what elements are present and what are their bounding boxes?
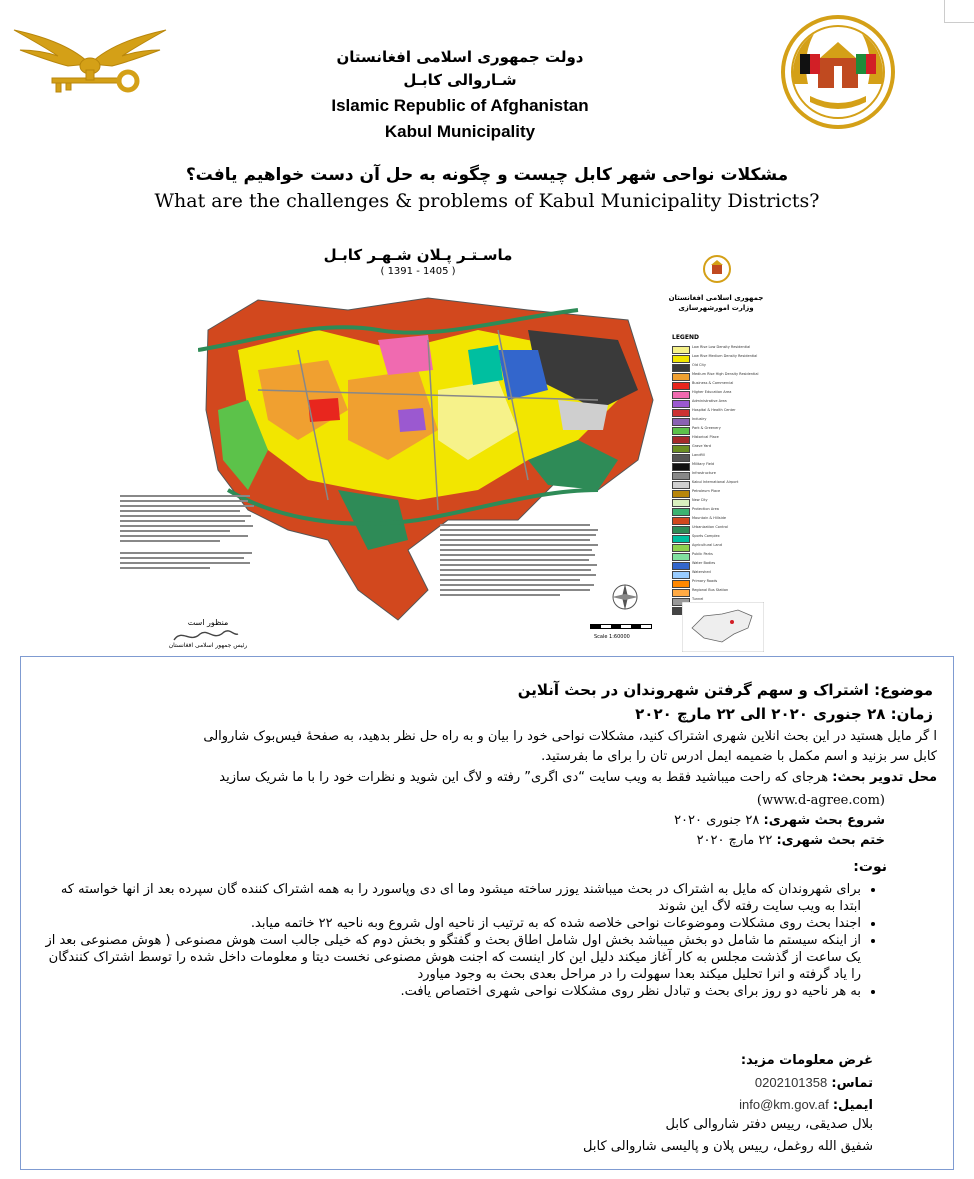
legend-label: Water Bodies <box>692 561 716 565</box>
subject-text: اشتراک و سهم گرفتن شهروندان در بحث آنلاین <box>517 681 869 699</box>
map-years: ( 1391 - 1405 ) <box>380 266 456 277</box>
legend-label: Medium Rise High Density Residential <box>692 372 759 376</box>
inset-country-map <box>682 602 764 652</box>
contact-value: 0202101358 <box>754 1075 828 1090</box>
legend-label: Kabul International Airport <box>692 480 739 484</box>
legend-label: Primary Roads <box>692 579 718 583</box>
venue-label: محل تدویر بحث: <box>832 770 937 785</box>
scale-label: Scale 1:60000 <box>594 634 630 640</box>
start-label: شروع بحث شهری: <box>763 813 885 828</box>
end-label: ختم بحث شهری: <box>776 833 885 848</box>
legend-item <box>672 589 766 595</box>
legend-swatch <box>672 436 690 444</box>
legend-label: New City <box>692 498 708 502</box>
legend-swatch <box>672 490 690 498</box>
header-line-municipality-en: Kabul Municipality <box>384 122 536 141</box>
legend-label: Urbanization Control <box>692 525 729 529</box>
legend-swatch <box>672 580 690 588</box>
legend-item <box>672 400 766 406</box>
legend-label: Watershed <box>692 570 711 574</box>
legend-label: Regional Bus Station <box>692 588 729 592</box>
announcement-box <box>20 656 954 1170</box>
legend-item <box>672 553 766 559</box>
legend-label: Hospital & Health Center <box>692 408 736 412</box>
legend-label: Petroleum Place <box>692 489 721 493</box>
legend-label: Administrative Area <box>692 399 727 403</box>
legend-item <box>672 454 766 460</box>
note-item: • از اینکه سیستم ما شامل دو بخش میباشد بخش اول شامل اطاق بحث و گفتگو و بخش دوم که خیلی جالب است هوش مصنوعی ( هوش مصنوعی بعد از یک ساعت از گذشت مجلس به کار آغاز میکند دلیل این کار اینست که اجنت هوش مصنوعی نخست دیتا و معلومات داخل شده را توسط اشتراک کنندگان را یاد گرفته و انرا تحلیل میکند بعدا سهولت را در مراحل بعدی بحث به وجود میاورد <box>41 932 861 983</box>
note-item: • برای شهروندان که مایل به اشتراک در بحث میباشند یوزر ساخته میشود وما ای دی وپاسورد را به همه اشتراک کننده گان سپرده بعد از انها خواسته که ابتدا به ویب سایت رفته لاگ این شوند <box>41 881 861 915</box>
approval-label: منظور است <box>187 618 229 627</box>
note-item: • به هر ناحیه دو روز برای بحث و تبادل نظر روی مشکلات نواحی شهری اختصاص یافت. <box>41 983 861 1000</box>
document-header <box>0 0 974 150</box>
contact-line <box>755 1075 873 1091</box>
legend-item <box>672 445 766 451</box>
legend-label: Sports Complex <box>692 534 720 538</box>
legend-label: Public Parks <box>692 552 713 556</box>
legend-swatch <box>672 346 690 354</box>
legend-item <box>672 409 766 415</box>
legend-item <box>672 481 766 487</box>
legend-label: Agricultural Land <box>692 543 722 547</box>
legend-label: Old City <box>692 363 706 367</box>
map-legend <box>666 250 766 640</box>
legend-label: Tunnel <box>692 597 704 601</box>
legend-label: Low Rise Medium Density Residential <box>692 354 758 358</box>
more-info-label: غرض معلومات مزید: <box>740 1053 873 1068</box>
legend-item <box>672 580 766 586</box>
notes-label: نوت: <box>853 859 887 875</box>
legend-item <box>672 463 766 469</box>
legend-swatch <box>672 463 690 471</box>
end-text: ۲۲ مارچ ۲۰۲۰ <box>696 833 773 848</box>
legend-swatch <box>672 571 690 579</box>
map-notes-right <box>440 524 600 599</box>
legend-swatch <box>672 499 690 507</box>
legend-label: Low Rise Low Density Residential <box>692 345 751 349</box>
map-notes-left <box>120 495 258 572</box>
legend-item <box>672 571 766 577</box>
legend-item <box>672 526 766 532</box>
legend-swatch <box>672 445 690 453</box>
legend-swatch <box>672 391 690 399</box>
question-title-en: What are the challenges & problems of Kabul Municipality Districts? <box>154 190 820 212</box>
master-plan-map <box>118 240 768 655</box>
legend-label: Higher Education Area <box>692 390 732 394</box>
legend-swatch <box>672 418 690 426</box>
contact-label: تماس: <box>831 1076 873 1091</box>
legend-item <box>672 382 766 388</box>
header-line-municipality-fa: شـاروالی کابـل <box>403 71 517 89</box>
legend-swatch <box>672 535 690 543</box>
time-text: ۲۸ جنوری ۲۰۲۰ الی ۲۲ مارچ ۲۰۲۰ <box>635 705 886 723</box>
email-line <box>739 1097 873 1113</box>
legend-item <box>672 346 766 352</box>
legend-item <box>672 544 766 550</box>
notes-list <box>41 881 887 1000</box>
venue-text: هرجای که راحت میباشید فقط به ویب سایت “دی اگری” رفته و لاگ این شوید و نظرات خود را با ما شریک سازید <box>219 770 829 785</box>
legend-title: LEGEND <box>672 334 699 341</box>
email-label: ایمیل: <box>832 1098 873 1113</box>
legend-swatch <box>672 481 690 489</box>
legend-item <box>672 418 766 424</box>
legend-list <box>672 346 766 626</box>
legend-item <box>672 373 766 379</box>
scale-bar <box>590 624 652 629</box>
website-link[interactable]: (www.d-agree.com) <box>756 793 885 808</box>
legend-label: Business & Commercial <box>692 381 734 385</box>
legend-label: Military Field <box>692 462 715 466</box>
end-line <box>697 833 885 848</box>
approval-name: رئیس جمهور اسلامی افغانستان <box>168 642 248 649</box>
national-emblem-logo <box>780 14 896 130</box>
legend-label: Infrastructure <box>692 471 716 475</box>
legend-label: Industry <box>692 417 707 421</box>
legend-item <box>672 472 766 478</box>
legend-label: Historical Place <box>692 435 719 439</box>
contact-person-1: بلال صدیقی، رییس دفتر شاروالی کابل <box>665 1117 873 1132</box>
legend-label: Landfill <box>692 453 705 457</box>
legend-item <box>672 535 766 541</box>
time-label: زمان: <box>890 705 933 723</box>
legend-heading: جمهوری اسلامی افغانستان <box>668 294 764 302</box>
legend-swatch <box>672 364 690 372</box>
compass-icon <box>610 582 640 612</box>
subject-label: موضوع: <box>874 681 933 699</box>
start-line <box>674 813 885 828</box>
start-text: ۲۸ جنوری ۲۰۲۰ <box>674 813 760 828</box>
legend-swatch <box>672 373 690 381</box>
legend-subheading: وزارت امورشهرسازی <box>678 304 754 312</box>
legend-swatch <box>672 508 690 516</box>
legend-swatch <box>672 526 690 534</box>
legend-swatch <box>672 427 690 435</box>
legend-swatch <box>672 517 690 525</box>
legend-item <box>672 355 766 361</box>
legend-item <box>672 427 766 433</box>
legend-label: Protection Area <box>692 507 719 511</box>
intro-line-1: ا گر مایل هستید در این بحث انلاین شهری اشتراک کنید، مشکلات نواحی خود را بیان و به راه حل نظر بدهید، به صفحهٔ فیس‌بوک شاروالی <box>203 729 937 744</box>
legend-swatch <box>672 409 690 417</box>
legend-item <box>672 499 766 505</box>
legend-item <box>672 490 766 496</box>
time-line <box>635 705 933 723</box>
legend-item <box>672 364 766 370</box>
legend-swatch <box>672 589 690 597</box>
ministry-emblem-icon <box>702 254 732 284</box>
legend-swatch <box>672 562 690 570</box>
header-line-republic-en: Islamic Republic of Afghanistan <box>331 96 589 115</box>
legend-item <box>672 517 766 523</box>
legend-swatch <box>672 472 690 480</box>
legend-swatch <box>672 382 690 390</box>
legend-item <box>672 562 766 568</box>
email-value[interactable]: info@km.gov.af <box>739 1097 829 1112</box>
winged-key-logo <box>12 26 168 98</box>
venue-line <box>219 770 937 785</box>
legend-swatch <box>672 454 690 462</box>
legend-item <box>672 391 766 397</box>
legend-item <box>672 508 766 514</box>
contact-person-2: شفیق الله روغمل، رییس پلان و پالیسی شاروالی کابل <box>583 1139 873 1154</box>
legend-swatch <box>672 544 690 552</box>
legend-item <box>672 436 766 442</box>
header-line-government-fa: دولت جمهوری اسلامی افغانستان <box>336 48 584 66</box>
legend-label: Grave Yard <box>692 444 712 448</box>
legend-label: Mountain & Hillside <box>692 516 726 520</box>
intro-line-2: کابل سر بزنید و اسم مکمل با ضمیمه ایمل ادرس تان را برای ما بفرستید. <box>541 749 937 764</box>
legend-swatch <box>672 355 690 363</box>
legend-label: Park & Greenery <box>692 426 721 430</box>
question-title-fa: مشکلات نواحی شهر کابل چیست و چگونه به حل آن دست خواهیم یافت؟ <box>185 165 789 185</box>
note-item: • اجندا بحث روی مشکلات وموضوعات نواحی خلاصه شده که به ترتیب از ناحیه اول شروع وبه ناحیه ۲۲ خاتمه میابد. <box>41 915 861 932</box>
legend-swatch <box>672 553 690 561</box>
legend-swatch <box>672 400 690 408</box>
map-title: ماسـتـر پـلان شـهـر کابـل <box>323 246 513 264</box>
subject-line <box>518 681 933 699</box>
